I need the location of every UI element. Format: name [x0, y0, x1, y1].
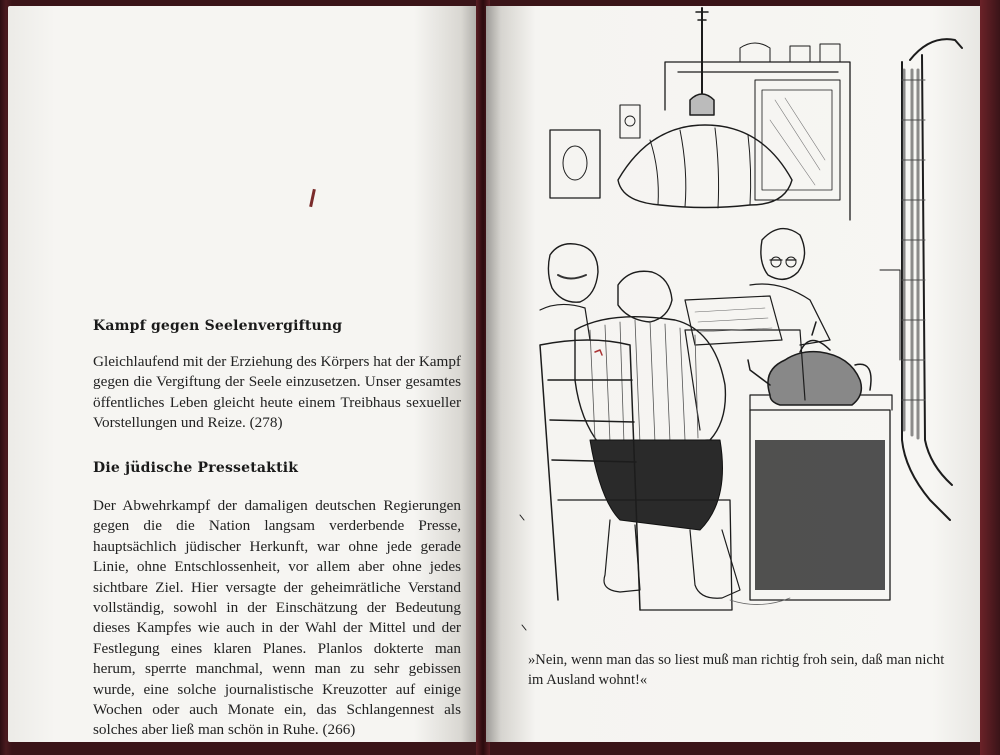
illustration-caption: »Nein, wenn man das so liest muß man richtig froh sein, daß man nicht im Ausland wohnt!«	[528, 652, 945, 688]
section-heading-pressetaktik: Die jüdische Pressetaktik	[93, 460, 299, 476]
ink-illustration	[500, 0, 970, 640]
section-heading-seelenvergiftung: Kampf gegen Seelenvergiftung	[93, 318, 343, 334]
section-text-pressetaktik: Der Abwehrkampf der damaligen deutschen Regierungen gegen die die Nation langsam verderbende Presse, hauptsächlich jüdischer Herkunft, war ohne jede gerade Linie, ohne Entschlossenheit, vor allem aber ohne jedes sichtbare Ziel. Hier versagte der geheimrätliche Verstand vollständig, sowohl in der Einschätzung der Bedeutung dieses Kampfes wie auch in der Wahl der Mittel und der Festlegung eines klaren Planes. Planlos dokterte man herum, sperrte manchmal, wenn man zu sehr gebissen wurde, eine solche journalistische Kreuzotter auf einige Wochen oder auch Monate ein, das Schlangennest als solches aber ließ man schön in Ruhe. (266)	[93, 497, 461, 739]
book-edge	[980, 0, 1000, 755]
section-text-seelenvergiftung: Gleichlaufend mit der Erziehung des Körpers hat der Kampf gegen die Vergiftung der Seele einzusetzen. Unser gesamtes öffentliches Leben gleicht heute einem Treibhaus sexueller Vorstellungen und Reize. (278)	[93, 353, 461, 432]
